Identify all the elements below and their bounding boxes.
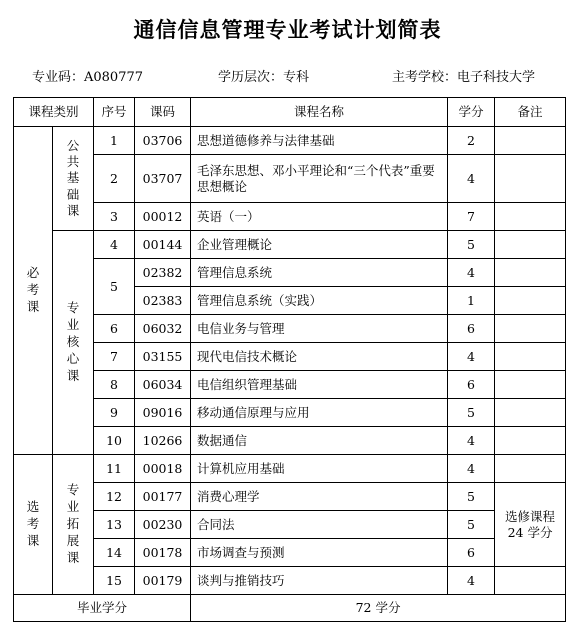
row-remark [495, 127, 566, 155]
row-course-name: 毛泽东思想、邓小平理论和“三个代表”重要思想概论 [191, 155, 448, 203]
table-row [14, 511, 566, 539]
examining-school: 主考学校：电子科技大学 [392, 70, 536, 85]
row-credit: 4 [448, 259, 495, 287]
row-course-name: 市场调查与预测 [191, 539, 448, 567]
row-course-name: 英语（一） [191, 203, 448, 231]
row-code: 03155 [135, 343, 191, 371]
subgroup-major-core: 专业核心课 [53, 231, 94, 455]
row-no: 5 [94, 259, 135, 315]
table-row [14, 371, 566, 399]
table-row [14, 203, 566, 231]
row-course-name: 企业管理概论 [191, 231, 448, 259]
subgroup-public-basic: 公共基础课 [53, 127, 94, 231]
row-remark [495, 287, 566, 315]
elective-credit-note: 选修课程 24 学分 [495, 483, 566, 567]
row-course-name: 合同法 [191, 511, 448, 539]
row-credit: 5 [448, 483, 495, 511]
education-level: 学历层次：专科 [218, 70, 310, 85]
row-remark [495, 567, 566, 595]
row-code: 00018 [135, 455, 191, 483]
row-course-name: 现代电信技术概论 [191, 343, 448, 371]
row-code: 02382 [135, 259, 191, 287]
row-no: 4 [94, 231, 135, 259]
row-code: 00230 [135, 511, 191, 539]
row-no: 15 [94, 567, 135, 595]
table-row [14, 567, 566, 595]
row-credit: 6 [448, 315, 495, 343]
row-course-name: 计算机应用基础 [191, 455, 448, 483]
row-credit: 4 [448, 567, 495, 595]
row-remark [495, 427, 566, 455]
group-required: 必考课 [14, 127, 53, 455]
header-credit: 学分 [448, 98, 495, 127]
row-no: 12 [94, 483, 135, 511]
exam-plan-table [13, 97, 566, 622]
row-code: 06034 [135, 371, 191, 399]
row-remark [495, 155, 566, 203]
row-no: 9 [94, 399, 135, 427]
row-no: 13 [94, 511, 135, 539]
row-remark [495, 259, 566, 287]
row-code: 03706 [135, 127, 191, 155]
table-row [14, 539, 566, 567]
row-course-name: 电信业务与管理 [191, 315, 448, 343]
table-row [14, 127, 566, 155]
row-no: 8 [94, 371, 135, 399]
row-credit: 1 [448, 287, 495, 315]
header-code: 课码 [135, 98, 191, 127]
row-remark [495, 315, 566, 343]
row-credit: 5 [448, 231, 495, 259]
row-code: 02383 [135, 287, 191, 315]
row-no: 14 [94, 539, 135, 567]
row-course-name: 管理信息系统 [191, 259, 448, 287]
row-remark [495, 371, 566, 399]
row-credit: 6 [448, 539, 495, 567]
row-course-name: 数据通信 [191, 427, 448, 455]
row-credit: 4 [448, 427, 495, 455]
page-title: 通信信息管理专业考试计划简表 [133, 18, 442, 42]
row-code: 09016 [135, 399, 191, 427]
row-no: 3 [94, 203, 135, 231]
table-row [14, 483, 566, 511]
row-course-name: 思想道德修养与法律基础 [191, 127, 448, 155]
row-credit: 5 [448, 511, 495, 539]
graduation-credit-label: 毕业学分 [14, 595, 191, 622]
row-course-name: 电信组织管理基础 [191, 371, 448, 399]
table-row [14, 427, 566, 455]
row-code: 00012 [135, 203, 191, 231]
graduation-credit-total: 72 学分 [191, 595, 566, 622]
row-code: 00178 [135, 539, 191, 567]
row-remark [495, 231, 566, 259]
row-remark [495, 343, 566, 371]
row-code: 10266 [135, 427, 191, 455]
header-no: 序号 [94, 98, 135, 127]
row-no: 2 [94, 155, 135, 203]
row-code: 03707 [135, 155, 191, 203]
row-course-name: 移动通信原理与应用 [191, 399, 448, 427]
row-remark [495, 455, 566, 483]
row-no: 11 [94, 455, 135, 483]
subgroup-major-extension: 专业拓展课 [53, 455, 94, 595]
table-row [14, 343, 566, 371]
group-elective: 选考课 [14, 455, 53, 595]
table-row [14, 155, 566, 203]
row-credit: 2 [448, 127, 495, 155]
row-code: 00144 [135, 231, 191, 259]
row-remark [495, 203, 566, 231]
row-no: 1 [94, 127, 135, 155]
row-credit: 7 [448, 203, 495, 231]
row-course-name: 管理信息系统（实践） [191, 287, 448, 315]
header-name: 课程名称 [191, 98, 448, 127]
major-code: 专业码：A080777 [32, 70, 144, 85]
row-no: 7 [94, 343, 135, 371]
header-category: 课程类别 [14, 98, 94, 127]
row-credit: 4 [448, 455, 495, 483]
graduation-credit-row [14, 595, 566, 622]
table-row [14, 455, 566, 483]
row-no: 10 [94, 427, 135, 455]
row-code: 00179 [135, 567, 191, 595]
table-row [14, 315, 566, 343]
table-header-row [14, 98, 566, 127]
header-remark: 备注 [495, 98, 566, 127]
table-row [14, 399, 566, 427]
row-credit: 4 [448, 343, 495, 371]
row-code: 00177 [135, 483, 191, 511]
row-course-name: 消费心理学 [191, 483, 448, 511]
row-no: 6 [94, 315, 135, 343]
row-course-name: 谈判与推销技巧 [191, 567, 448, 595]
row-code: 06032 [135, 315, 191, 343]
row-credit: 6 [448, 371, 495, 399]
row-credit: 4 [448, 155, 495, 203]
row-credit: 5 [448, 399, 495, 427]
table-row [14, 231, 566, 259]
table-row [14, 259, 566, 287]
row-remark [495, 399, 566, 427]
